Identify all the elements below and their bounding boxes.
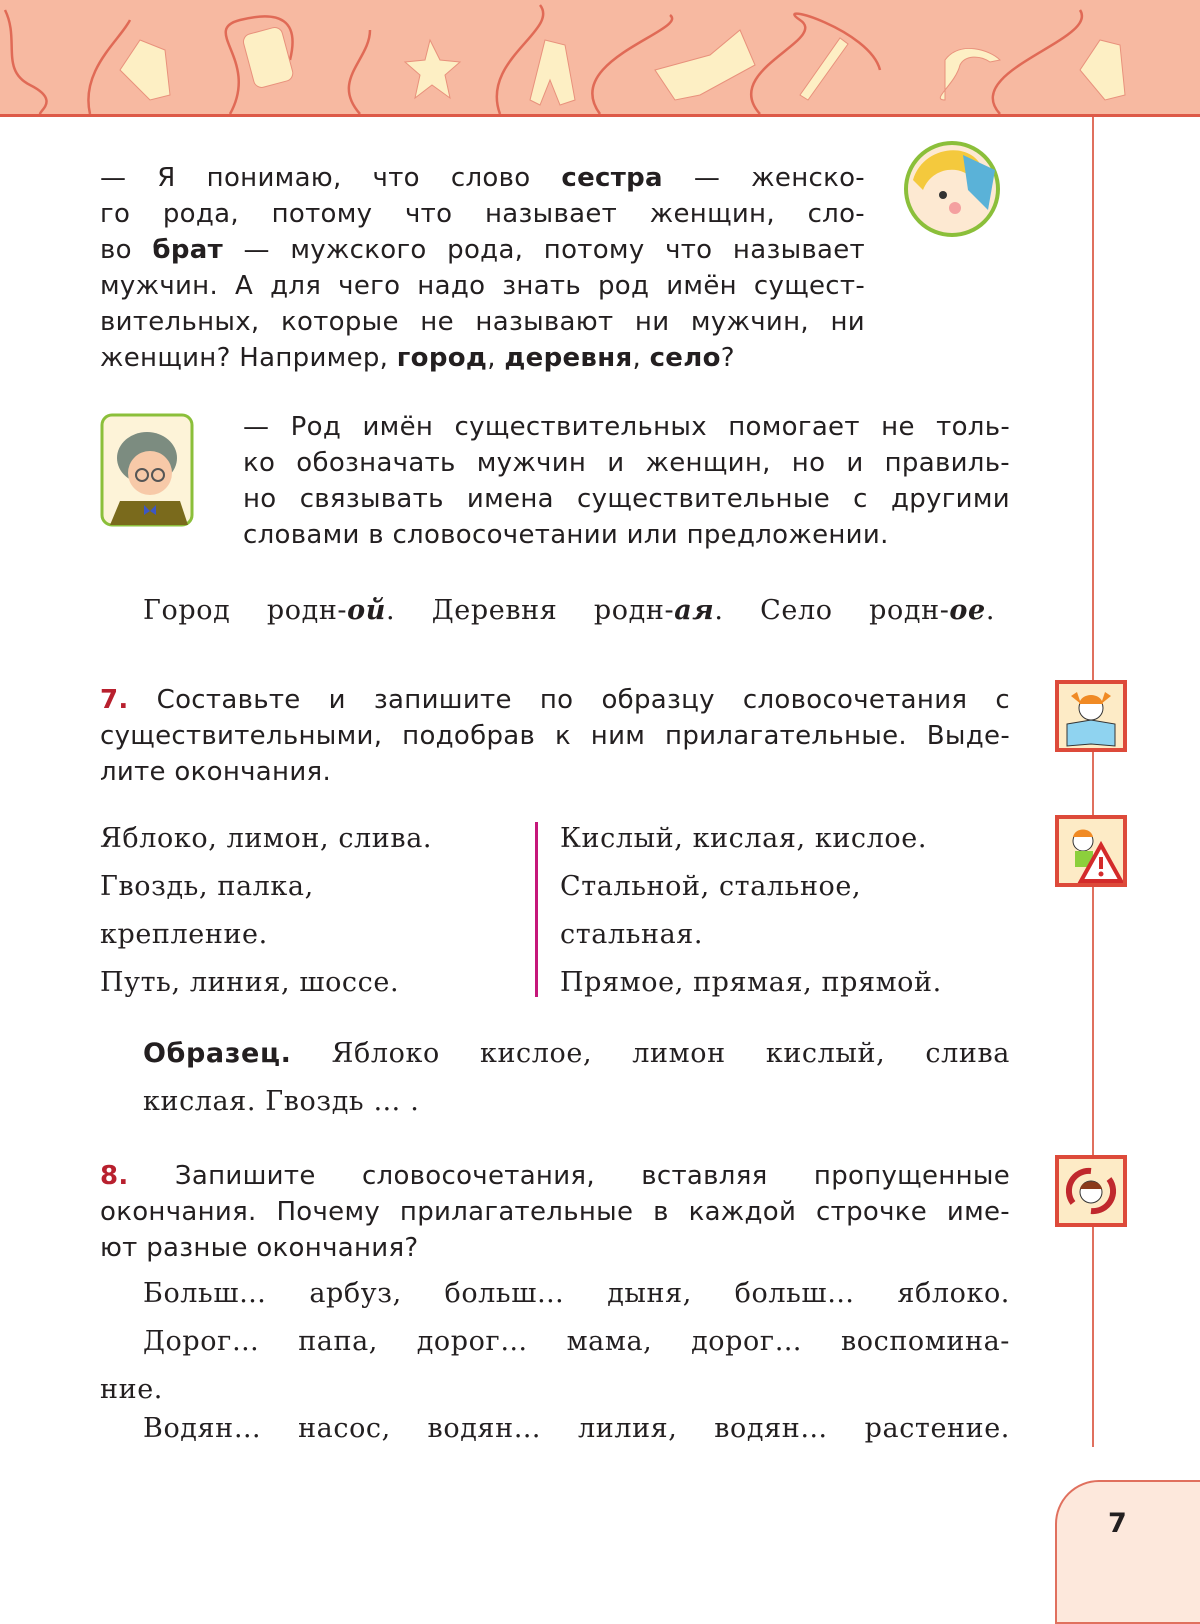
bold-word: город — [396, 343, 488, 373]
text-segment: ют разные окончания? — [100, 1233, 419, 1263]
text-segment: Город родн- — [143, 595, 348, 626]
text-line — [143, 1270, 1010, 1318]
text-segment: вительных, которые не называют ни мужчин, ни — [100, 307, 865, 337]
text-segment: — мужского рода, потому что называет — [222, 235, 865, 265]
text-segment: кислая. Гвоздь … . — [143, 1086, 420, 1117]
text-line — [100, 754, 1010, 790]
text-line — [100, 863, 520, 911]
text-segment: окончания. Почему прилагательные в каждой строчке име- — [100, 1197, 1010, 1227]
girl-avatar-icon — [903, 140, 1001, 242]
text-segment: Дорог… папа, дорог… мама, дорог… воспомина- — [143, 1326, 1010, 1357]
text-line — [100, 340, 865, 376]
text-line — [100, 959, 520, 1007]
task-number: 7. — [100, 685, 129, 715]
text-line — [243, 517, 1010, 553]
text-line — [143, 1030, 1010, 1078]
bold-word: село — [649, 343, 721, 373]
text-line — [100, 196, 865, 232]
text-line — [100, 304, 865, 340]
text-segment: Путь, линия, шоссе. — [100, 967, 400, 998]
text-segment: Яблоко, лимон, слива. — [100, 823, 433, 854]
text-line — [243, 481, 1010, 517]
text-line — [100, 682, 1010, 718]
task-8-text — [100, 1158, 1010, 1266]
text-segment: стальная. — [560, 919, 704, 950]
ending: ая — [674, 595, 715, 626]
reading-girl-icon — [1055, 680, 1127, 752]
text-line — [100, 718, 1010, 754]
text-segment: Водян… насос, водян… лилия, водян… растение. — [143, 1413, 1010, 1444]
text-line — [143, 1078, 1010, 1126]
text-line — [100, 160, 865, 196]
task-7-adjectives — [560, 815, 1020, 1007]
page-number-tab — [1055, 1480, 1200, 1624]
text-line — [560, 815, 1020, 863]
ending: ое — [949, 595, 986, 626]
text-segment: во — [100, 235, 153, 265]
text-line — [100, 1318, 1010, 1366]
text-line — [100, 1230, 1010, 1266]
bold-word: деревня — [504, 343, 633, 373]
column-divider — [535, 822, 538, 997]
text-segment: го рода, потому что называет женщин, сло- — [100, 199, 865, 229]
text-segment: Кислый, кислая, кислое. — [560, 823, 928, 854]
text-segment: — Род имён существительных помогает не толь- — [243, 412, 1010, 442]
text-line — [143, 1405, 1010, 1453]
text-segment: Составьте и запишите по образцу словосочетания с — [128, 685, 1010, 715]
teacher-avatar-icon — [100, 413, 194, 531]
text-segment: — женско- — [662, 163, 865, 193]
text-segment: но связывать имена существительные с другими — [243, 484, 1010, 514]
text-segment: , — [632, 343, 650, 373]
text-segment: . Село родн- — [714, 595, 950, 626]
margin-rule — [1092, 117, 1094, 1447]
text-segment: лите окончания. — [100, 757, 332, 787]
text-line — [560, 863, 1020, 911]
bold-word: брат — [152, 235, 223, 265]
text-line — [100, 268, 865, 304]
text-line — [100, 815, 520, 863]
ending: ой — [347, 595, 386, 626]
warning-girl-icon — [1055, 815, 1127, 887]
task-7-nouns — [100, 815, 520, 1007]
text-line — [100, 1194, 1010, 1230]
text-segment: женщин? Например, — [100, 343, 397, 373]
dialog-girl-text — [100, 160, 865, 376]
task-number: 8. — [100, 1161, 129, 1191]
decorative-header — [0, 0, 1200, 117]
text-line — [560, 911, 1020, 959]
text-line — [143, 587, 995, 635]
dialog-teacher-text — [243, 409, 1010, 553]
text-line — [100, 232, 865, 268]
task-8-line-3 — [143, 1405, 1010, 1453]
text-segment: крепление. — [100, 919, 268, 950]
task-8-line-1 — [143, 1270, 1010, 1318]
text-segment: существительными, подобрав к ним прилагательные. Выде- — [100, 721, 1010, 751]
text-segment: ние. — [100, 1374, 163, 1405]
text-segment: Запишите словосочетания, вставляя пропущенные — [128, 1161, 1010, 1191]
bold-word: сестра — [561, 163, 663, 193]
text-segment: Яблоко кислое, лимон кислый, слива — [291, 1038, 1010, 1069]
text-segment: . Деревня родн- — [385, 595, 675, 626]
header-ornament-icon — [0, 0, 1200, 114]
text-segment: . — [985, 595, 995, 626]
text-line — [100, 1158, 1010, 1194]
text-line — [243, 445, 1010, 481]
text-segment: Больш… арбуз, больш… дыня, больш… яблоко. — [143, 1278, 1010, 1309]
task-8-line-2 — [100, 1318, 1010, 1414]
text-line — [560, 959, 1020, 1007]
example-phrase — [143, 587, 995, 635]
task-7-sample — [143, 1030, 1010, 1126]
text-segment: словами в словосочетании или предложении. — [243, 520, 889, 550]
text-line — [100, 911, 520, 959]
text-segment: , — [487, 343, 505, 373]
repeat-boy-icon — [1055, 1155, 1127, 1227]
text-segment: ко обозначать мужчин и женщин, но и правиль- — [243, 448, 1010, 478]
page-number: 7 — [1108, 1508, 1127, 1539]
task-7-text — [100, 682, 1010, 790]
text-segment: — Я понимаю, что слово — [100, 163, 562, 193]
text-segment: Стальной, стальное, — [560, 871, 862, 902]
text-segment: Прямое, прямая, прямой. — [560, 967, 942, 998]
text-segment: мужчин. А для чего надо знать род имён сущест- — [100, 271, 865, 301]
text-line — [243, 409, 1010, 445]
bold-word: Образец. — [143, 1038, 292, 1069]
text-segment: ? — [720, 343, 735, 373]
text-segment: Гвоздь, палка, — [100, 871, 314, 902]
